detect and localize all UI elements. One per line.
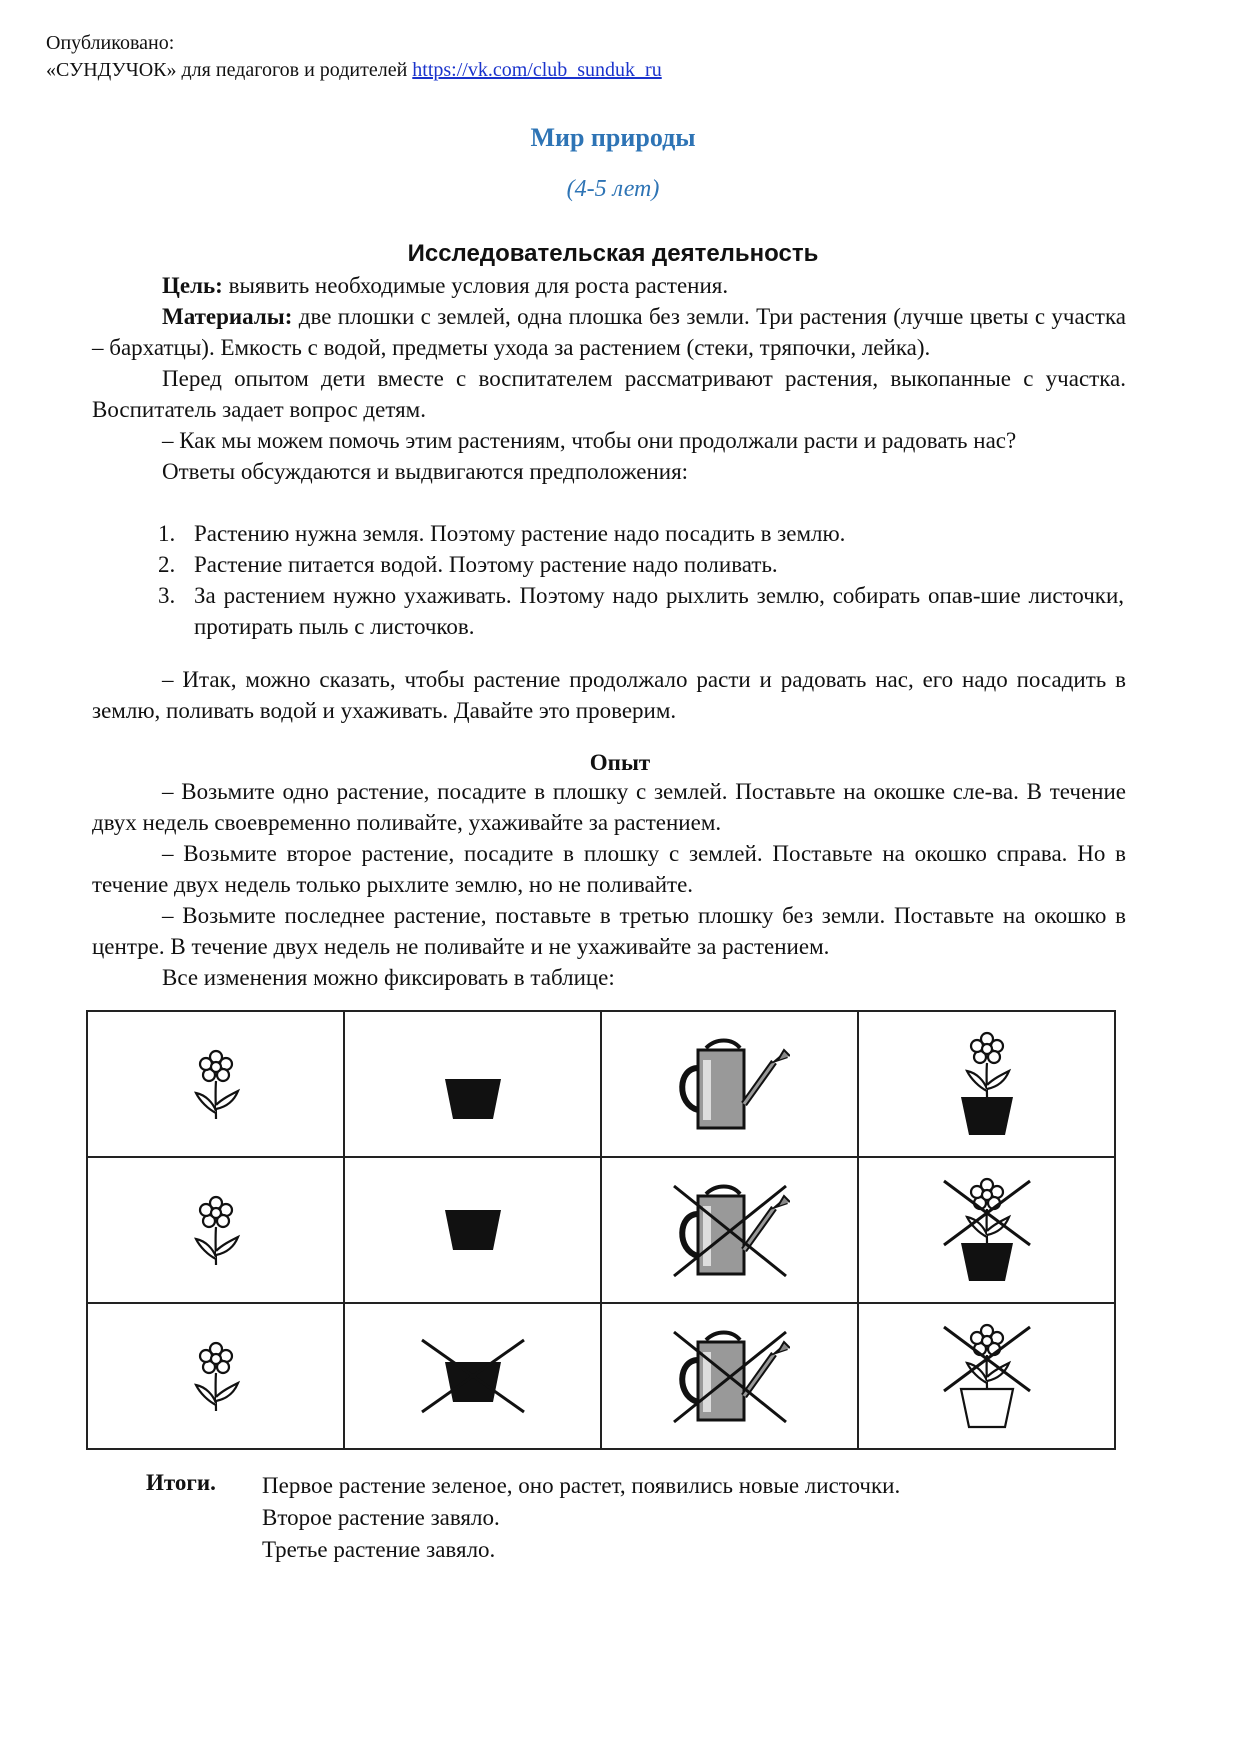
age-range: (4-5 лет): [566, 176, 660, 202]
results-list: [262, 1470, 900, 1566]
flower-icon: [186, 1193, 246, 1268]
intro-paragraph: Перед опытом дети вместе с воспитателем рассматривают растения, выкопанные с участка. Воспитатель задает вопрос детям.: [92, 366, 1126, 422]
crossed-potted-flower-icon: [942, 1175, 1032, 1285]
table-cell: [344, 1157, 601, 1303]
step-paragraph: – Возьмите последнее растение, поставьте в третью плошку без земли. Поставьте на окошко в центре. В течение двух недель не поливайте и не ухаживайте за растением.: [92, 903, 1126, 959]
table-cell: [601, 1011, 858, 1157]
observation-table: [86, 1010, 1116, 1450]
list-item: 3. За растением нужно ухаживать. Поэтому надо рыхлить землю, собирать опав-шие листочки, протирать пыль с листочков.: [158, 583, 1124, 639]
step-paragraph: – Возьмите одно растение, посадите в плошку с землей. Поставьте на окошке сле-ва. В течение двух недель своевременно поливайте, ухаживайте за растением.: [92, 779, 1126, 835]
question-paragraph: – Как мы можем помочь этим растениям, чтобы они продолжали расти и радовать нас?: [162, 428, 1017, 453]
table-cell: [87, 1011, 344, 1157]
conclusion-paragraph: – Итак, можно сказать, чтобы растение продолжало расти и радовать нас, его надо посадить в землю, поливать водой и ухаживать. Давайте это проверим.: [92, 667, 1126, 723]
list-item: 1. Растению нужна земля. Поэтому растение надо посадить в землю.: [158, 521, 846, 546]
source-link[interactable]: https://vk.com/club_sunduk_ru: [412, 59, 662, 81]
crossed-watering-can-icon: [670, 1326, 790, 1426]
table-intro: Все изменения можно фиксировать в таблице:: [162, 965, 615, 990]
table-cell: [344, 1011, 601, 1157]
table-cell: [858, 1303, 1115, 1449]
materials-text: две плошки с землей, одна плошка без земли. Три растения (лучше цветы с участка – бархатцы). Емкость с водой, предметы ухода за растением (стеки, тряпочки, лейка).: [92, 304, 1126, 360]
activity-title: Исследовательская деятельность: [407, 240, 819, 267]
table-row: [87, 1157, 1115, 1303]
experiment-steps: [92, 776, 1126, 993]
table-cell: [87, 1303, 344, 1449]
potted-flower-icon: [955, 1029, 1019, 1139]
experiment-title: Опыт: [589, 750, 651, 775]
intro-block: [92, 270, 1126, 487]
step-paragraph: – Возьмите второе растение, посадите в плошку с землей. Поставьте на окошко справа. Но в течение двух недель только рыхлите землю, но не поливайте.: [92, 841, 1126, 897]
materials-paragraph: [92, 301, 1126, 363]
page-title: Мир природы: [530, 123, 696, 152]
soil-pot-icon: [441, 1206, 505, 1254]
crossed-watering-can-icon: [670, 1180, 790, 1280]
list-item: 2. Растение питается водой. Поэтому растение надо поливать.: [158, 552, 778, 577]
table-cell: [87, 1157, 344, 1303]
results-label: Итоги.: [146, 1470, 216, 1495]
table-cell: [601, 1303, 858, 1449]
flower-icon: [186, 1339, 246, 1414]
goal-label: Цель:: [162, 273, 223, 298]
materials-label: Материалы:: [162, 304, 293, 329]
answers-intro: Ответы обсуждаются и выдвигаются предположения:: [162, 459, 689, 484]
publication-source: «СУНДУЧОК» для педагогов и родителей: [46, 59, 408, 81]
result-line: Второе растение завяло.: [262, 1505, 500, 1530]
table-cell: [858, 1157, 1115, 1303]
goal-text: выявить необходимые условия для роста растения.: [222, 273, 729, 298]
soil-pot-icon: [441, 1075, 505, 1123]
watering-can-icon: [670, 1034, 790, 1134]
table-cell: [858, 1011, 1115, 1157]
table-row: [87, 1303, 1115, 1449]
flower-icon: [186, 1047, 246, 1122]
hypotheses-list: [158, 518, 1124, 642]
crossed-soil-pot-icon: [418, 1336, 528, 1416]
result-line: Третье растение завяло.: [262, 1537, 496, 1562]
goal-paragraph: [92, 270, 1126, 301]
result-line: Первое растение зеленое, оно растет, появились новые листочки.: [262, 1473, 901, 1498]
publication-info: [46, 30, 662, 84]
table-cell: [344, 1303, 601, 1449]
crossed-empty-pot-flower-icon: [942, 1321, 1032, 1431]
table-cell: [601, 1157, 858, 1303]
table-row: [87, 1011, 1115, 1157]
publication-label: Опубликовано:: [46, 32, 175, 54]
